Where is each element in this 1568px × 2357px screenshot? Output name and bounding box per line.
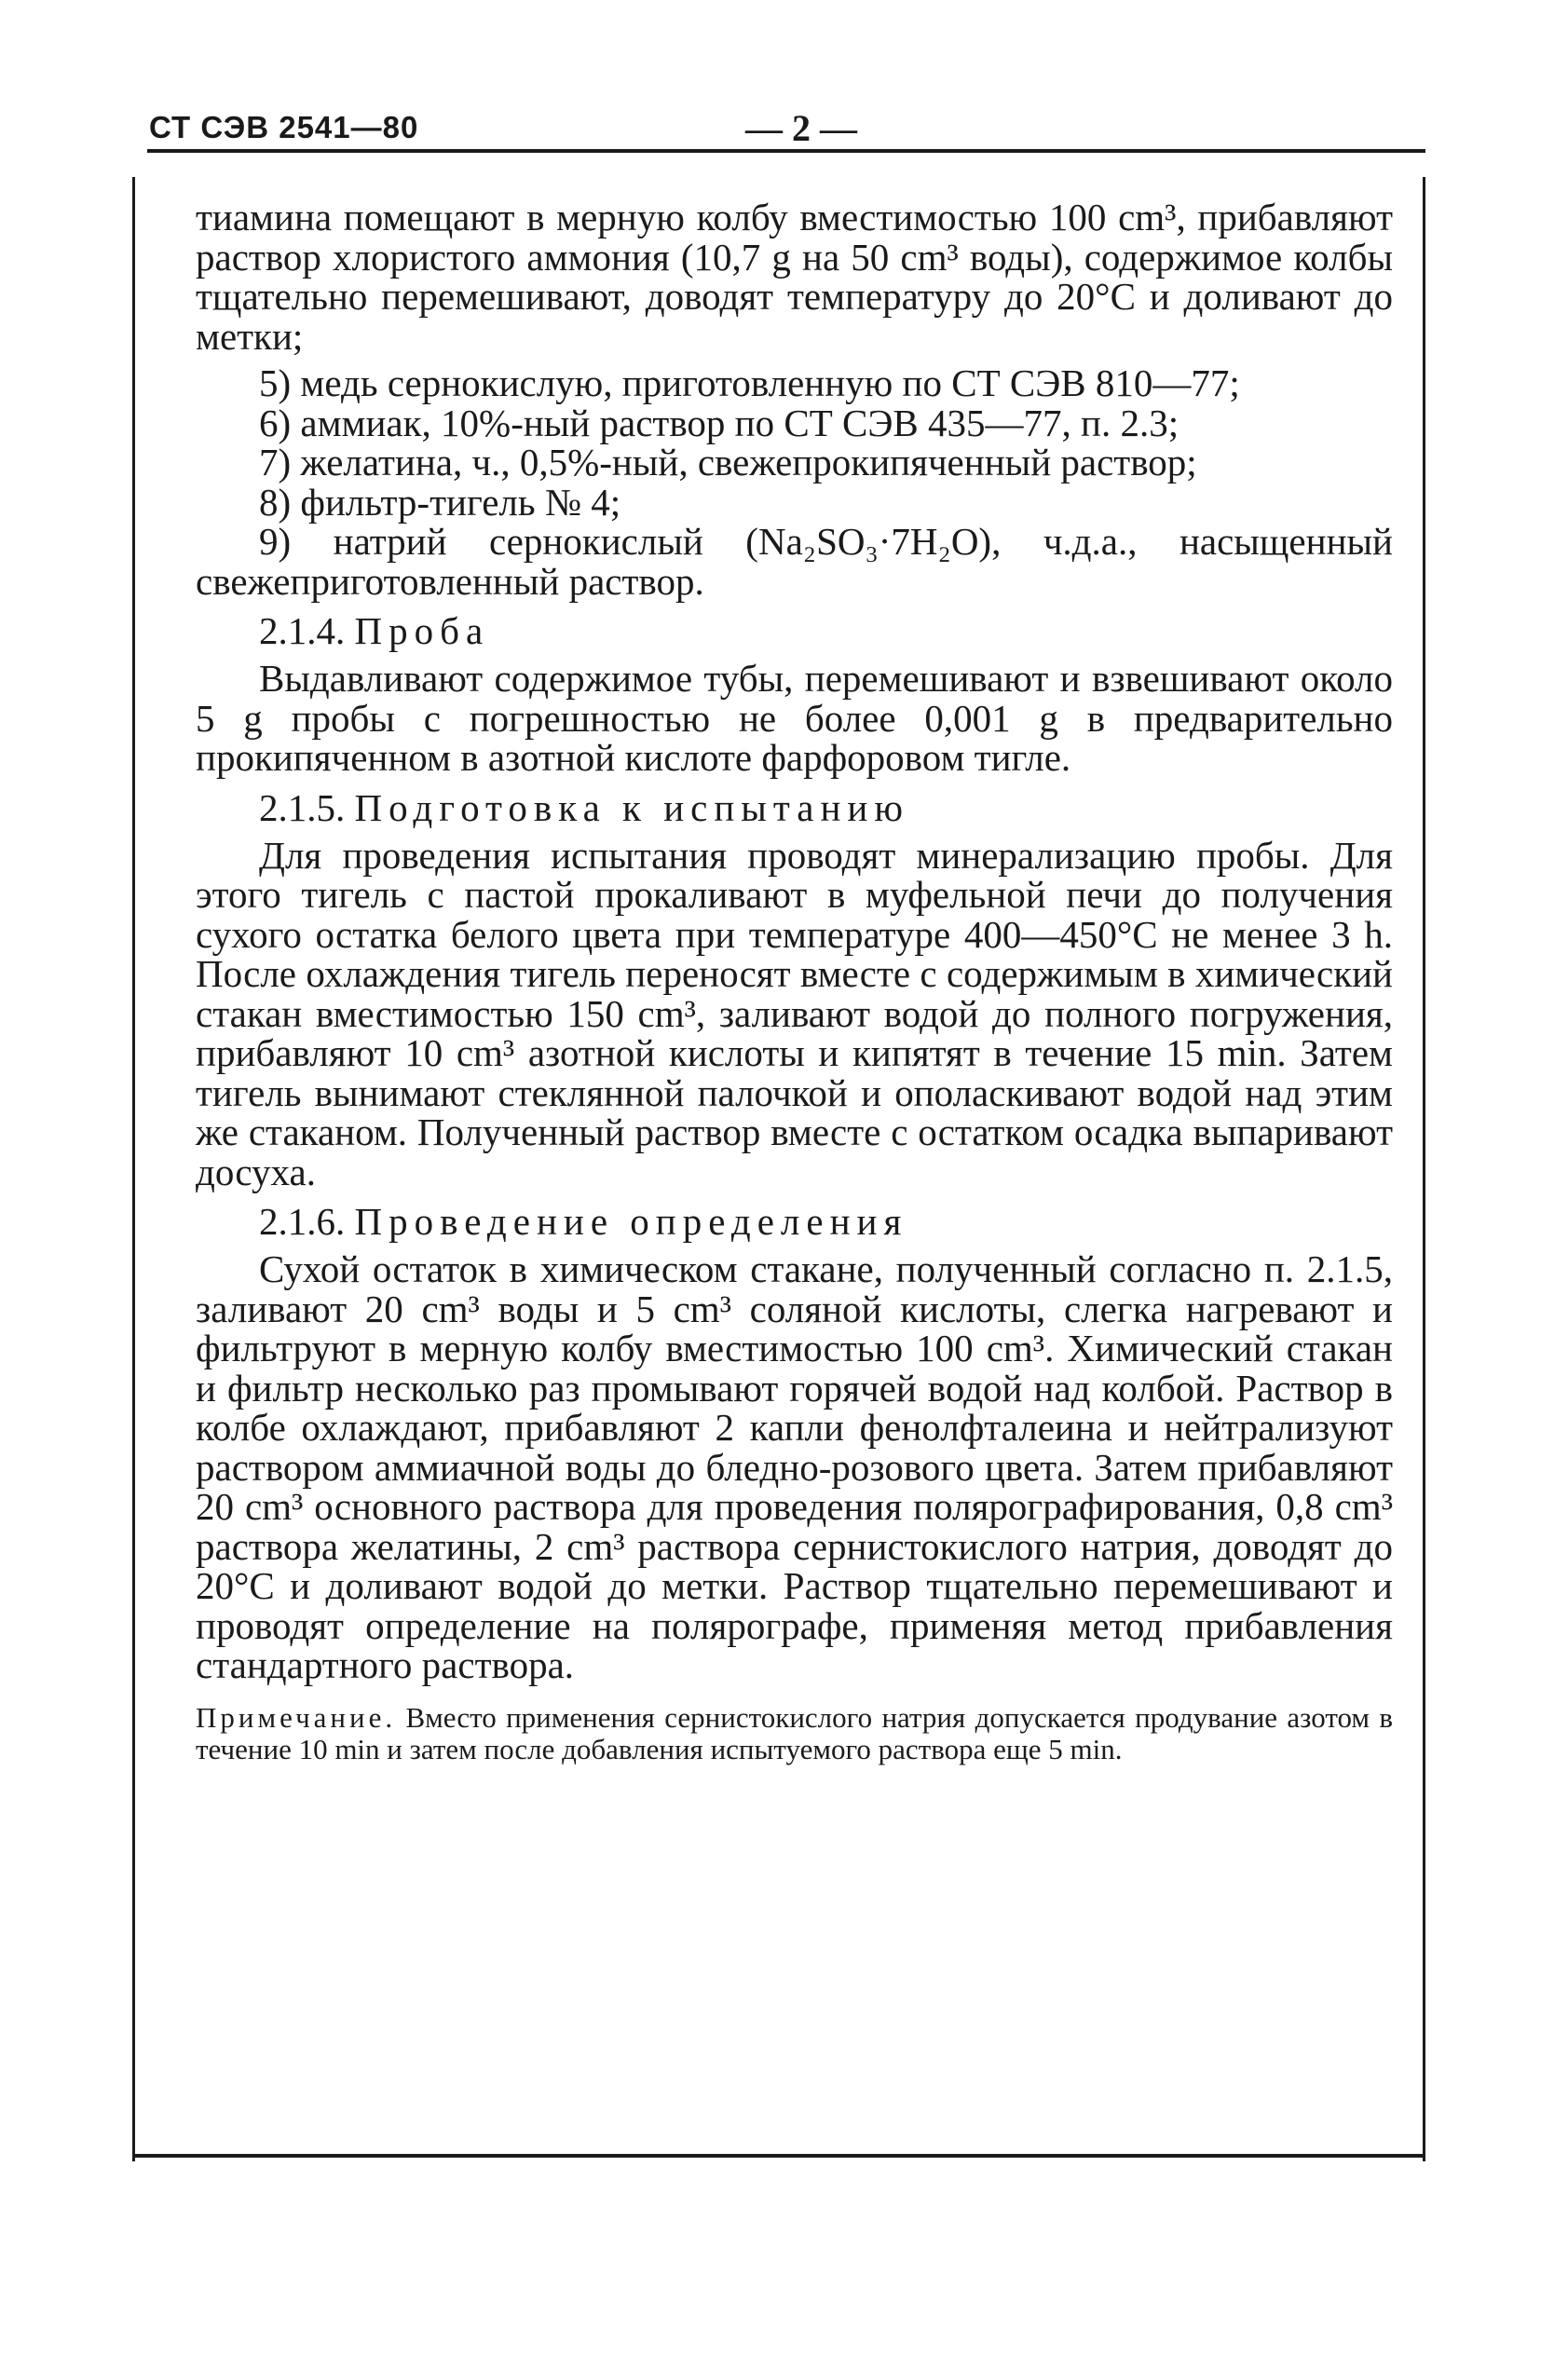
section-heading-2-1-6 [196, 1201, 1393, 1242]
header-rule [147, 149, 1425, 153]
footer-rule [132, 2154, 1425, 2158]
reagent-item-9: 9) натрий сернокислый (Na₂SO₃·7H₂O), ч.д.а., насыщенный свежеприготовленный раствор. [196, 520, 1393, 603]
section-title: Проведение определения [354, 1200, 908, 1243]
page-body [196, 198, 1393, 1765]
section-title: Подготовка к испытанию [354, 785, 909, 829]
section-number: 2.1.4. [259, 609, 346, 652]
document-code: СТ СЭВ 2541—80 [149, 110, 419, 144]
reagent-item-7: 7) желатина, ч., 0,5%-ный, свежепрокипяченный раствор; [259, 441, 1197, 484]
reagent-item-5: 5) медь сернокислую, приготовленную по СТ СЭВ 810—77; [259, 361, 1240, 404]
section-heading-2-1-5 [196, 787, 1393, 828]
section-heading-2-1-4 [196, 610, 1393, 651]
reagent-item-6: 6) аммиак, 10%-ный раствор по СТ СЭВ 435—77, п. 2.3; [259, 401, 1179, 444]
page-number: — 2 — [745, 107, 857, 149]
page-header [149, 107, 1407, 155]
reagent-continuation: тиамина помещают в мерную колбу вместимостью 100 cm³, прибавляют раствор хлористого аммония (10,7 g на 50 cm³ воды), содержимое колбы тщательно перемешивают, доводят температуру до 20°С и доливают до метки; [196, 196, 1393, 358]
preparation-paragraph: Для проведения испытания проводят минерализацию пробы. Для этого тигель с пастой прокаливают в муфельной печи до получения сухого остатка белого цвета при температуре 400—450°С не менее 3 h. После охлаждения тигель переносят вместе с содержимым в химический стакан вместимостью 150 cm³, заливают водой до полного погружения, прибавляют 10 cm³ азотной кислоты и кипятят в течение 15 min. Затем тигель вынимают стеклянной палочкой и ополаскивают водой над этим же стаканом. Полученный раствор вместе с остатком осадка выпаривают досуха. [196, 833, 1393, 1193]
section-title: Проба [354, 609, 490, 652]
note-label: Примечание. [196, 1700, 397, 1734]
note-paragraph [196, 1702, 1393, 1765]
frame-right-border [1423, 177, 1425, 2161]
frame-left-border [132, 177, 135, 2161]
sample-paragraph: Выдавливают содержимое тубы, перемешивают и взвешивают около 5 g пробы с погрешностью не более 0,001 g в предварительно прокипяченном в азотной кислоте фарфоровом тигле. [196, 657, 1393, 779]
note-text: Вместо применения сернистокислого натрия допускается продувание азотом в течение 10 min и затем после добавления испытуемого раствора еще 5 min. [196, 1700, 1394, 1765]
reagent-item-8: 8) фильтр-тигель № 4; [259, 480, 621, 524]
determination-paragraph: Сухой остаток в химическом стакане, полученный согласно п. 2.1.5, заливают 20 cm³ воды и 5 cm³ соляной кислоты, слегка нагревают и фильтруют в мерную колбу вместимостью 100 cm³. Химический стакан и фильтр несколько раз промывают горячей водой над колбой. Раствор в колбе охлаждают, прибавляют 2 капли фенолфталеина и нейтрализуют раствором аммиачной воды до бледно-розового цвета. Затем прибавляют 20 cm³ основного раствора для проведения полярографирования, 0,8 cm³ раствора желатины, 2 cm³ раствора сернистокислого натрия, доводят до 20°С и доливают водой до метки. Раствор тщательно перемешивают и проводят определение на полярографе, применяя метод прибавления стандартного раствора. [196, 1247, 1393, 1686]
section-number: 2.1.6. [259, 1200, 346, 1243]
section-number: 2.1.5. [259, 785, 346, 829]
